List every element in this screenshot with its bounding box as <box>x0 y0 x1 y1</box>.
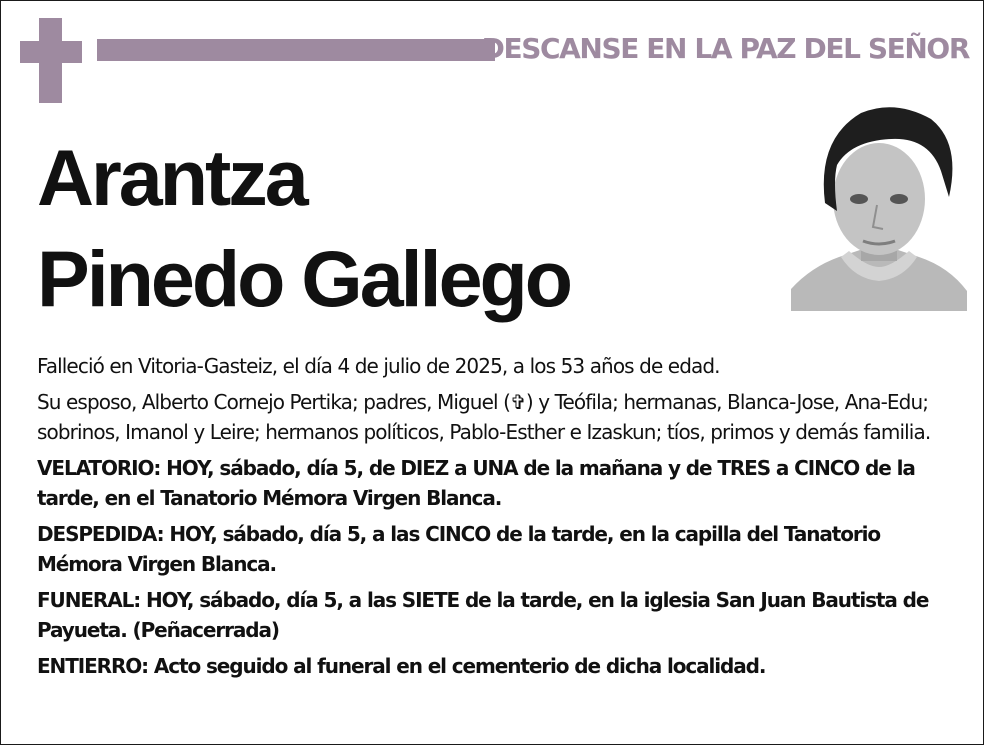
family-text-part2: ) y Teófila; hermanas, Blanca-Jose, Ana-Edu; sobrinos, Imanol y Leire; hermanos políticos, Pablo-Esther e Izaskun; tíos, primos y demás familia. <box>37 390 931 444</box>
latin-cross-icon: ✞ <box>510 390 526 414</box>
portrait-image <box>791 101 967 311</box>
header-title: DESCANSE EN LA PAZ DEL SEÑOR <box>481 32 969 65</box>
family-text-part1: Su esposo, Alberto Cornejo Pertika; padres, Miguel ( <box>37 390 510 414</box>
deceased-portrait-photo <box>791 101 967 311</box>
funeral-details: FUNERAL: HOY, sábado, día 5, a las SIETE de la tarde, en la iglesia San Juan Bautista de Payueta. (Peñacerrada) <box>37 588 929 642</box>
cross-icon-bar <box>20 41 82 63</box>
entierro-details: ENTIERRO: Acto seguido al funeral en el cementerio de dicha localidad. <box>37 654 766 678</box>
despedida-details: DESPEDIDA: HOY, sábado, día 5, a las CINCO de la tarde, en la capilla del Tanatorio Mémora Virgen Blanca. <box>37 522 881 576</box>
deceased-first-name: Arantza <box>37 133 306 222</box>
family-list <box>37 387 967 447</box>
deceased-surnames: Pinedo Gallego <box>37 234 571 323</box>
notice-body <box>37 351 967 687</box>
death-announcement: Falleció en Vitoria-Gasteiz, el día 4 de julio de 2025, a los 53 años de edad. <box>37 354 720 378</box>
header-rule <box>97 39 495 61</box>
velatorio-details: VELATORIO: HOY, sábado, día 5, de DIEZ a UNA de la mañana y de TRES a CINCO de la tarde, en el Tanatorio Mémora Virgen Blanca. <box>37 456 915 510</box>
